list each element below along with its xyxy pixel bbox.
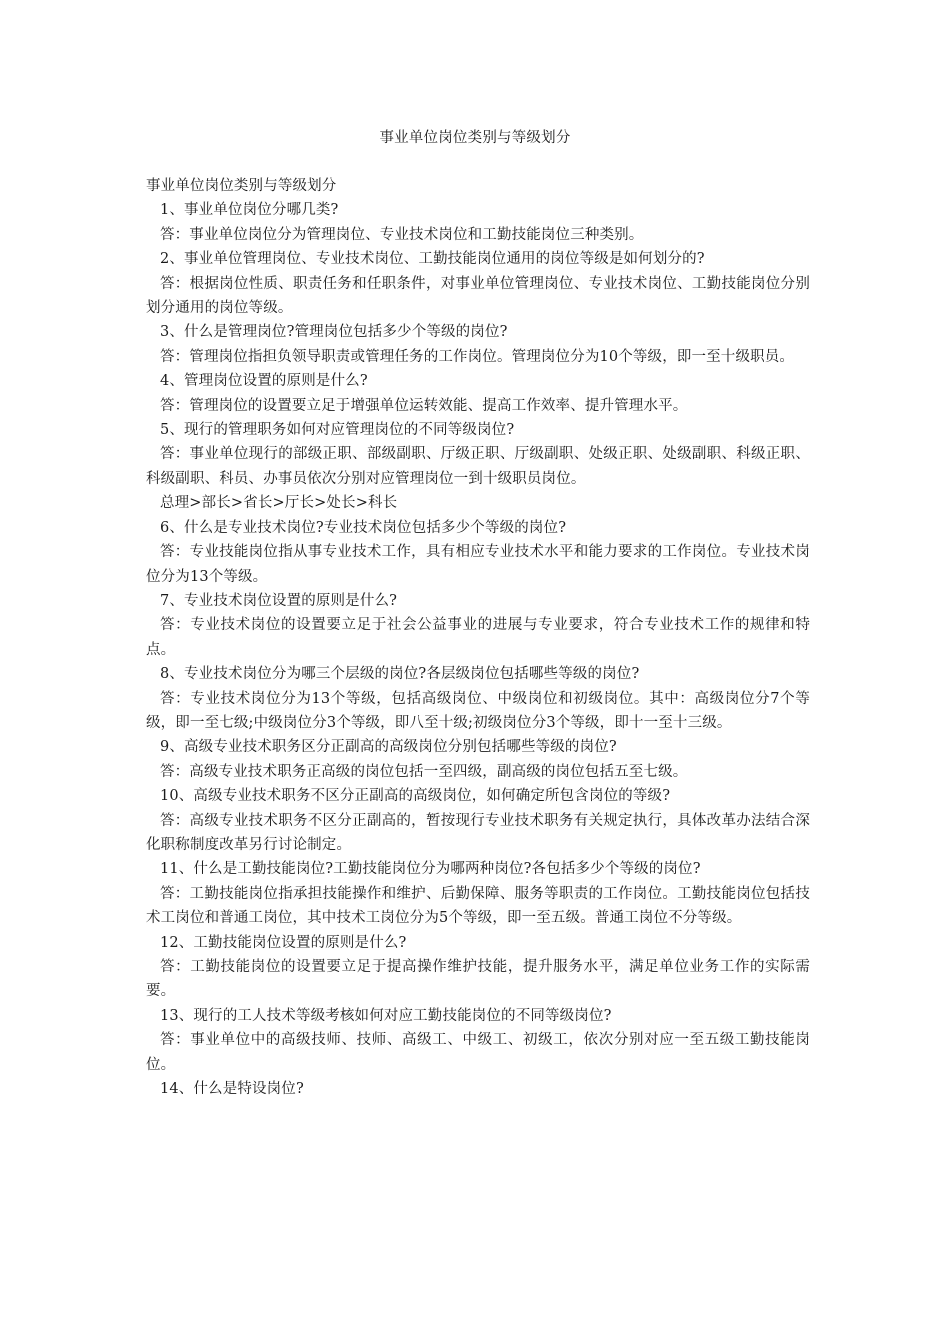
paragraph: 4、管理岗位设置的原则是什么? — [160, 373, 368, 390]
paragraph: 2、事业单位管理岗位、专业技术岗位、工勤技能岗位通用的岗位等级是如何划分的? — [160, 251, 705, 268]
paragraph: 答：事业单位现行的部级正职、部级副职、厅级正职、厅级副职、处级正职、处级副职、科级正职、科级副职、科员、办事员依次分别对应管理岗位一到十级职员岗位。 — [146, 446, 810, 487]
paragraph: 答：根据岗位性质、职责任务和任职条件，对事业单位管理岗位、专业技术岗位、工勤技能岗位分别划分通用的岗位等级。 — [146, 275, 810, 317]
paragraph: 7、专业技术岗位设置的原则是什么? — [160, 592, 398, 609]
paragraph: 13、现行的工人技术等级考核如何对应工勤技能岗位的不同等级岗位? — [160, 1007, 612, 1024]
paragraph: 3、什么是管理岗位?管理岗位包括多少个等级的岗位? — [160, 324, 508, 341]
paragraph: 答：工勤技能岗位指承担技能操作和维护、后勤保障、服务等职责的工作岗位。工勤技能岗位包括技术工岗位和普通工岗位，其中技术工岗位分为5个等级，即一至五级。普通工岗位不分等级。 — [146, 885, 810, 927]
document-title: 事业单位岗位类别与等级划分 — [379, 130, 571, 146]
paragraph: 答：专业技术岗位分为13个等级，包括高级岗位、中级岗位和初级岗位。其中：高级岗位分7个等级，即一至七级;中级岗位分3个等级，即八至十级;初级岗位分3个等级，即十一至十三级。 — [146, 690, 810, 731]
paragraph: 答：管理岗位的设置要立足于增强单位运转效能、提高工作效率、提升管理水平。 — [160, 397, 688, 414]
paragraph: 10、高级专业技术职务不区分正副高的高级岗位，如何确定所包含岗位的等级? — [160, 788, 671, 805]
paragraph: 8、专业技术岗位分为哪三个层级的岗位?各层级岗位包括哪些等级的岗位? — [160, 666, 640, 683]
paragraph: 答：事业单位中的高级技师、技师、高级工、中级工、初级工，依次分别对应一至五级工勤技能岗位。 — [146, 1032, 810, 1073]
paragraph: 11、什么是工勤技能岗位?工勤技能岗位分为哪两种岗位?各包括多少个等级的岗位? — [160, 861, 701, 878]
paragraph: 5、现行的管理职务如何对应管理岗位的不同等级岗位? — [160, 422, 515, 439]
paragraph: 1、事业单位岗位分哪几类? — [160, 202, 339, 219]
paragraph: 9、高级专业技术职务区分正副高的高级岗位分别包括哪些等级的岗位? — [160, 739, 617, 756]
paragraph: 答：管理岗位指担负领导职责或管理任务的工作岗位。管理岗位分为10个等级，即一至十级职员。 — [160, 348, 795, 365]
paragraph: 答：专业技术岗位的设置要立足于社会公益事业的进展与专业要求，符合专业技术工作的规律和特点。 — [146, 617, 810, 658]
paragraph: 答：专业技能岗位指从事专业技术工作，具有相应专业技术水平和能力要求的工作岗位。专业技术岗位分为13个等级。 — [146, 544, 810, 585]
paragraph: 12、工勤技能岗位设置的原则是什么? — [160, 934, 407, 951]
body-heading: 事业单位岗位类别与等级划分 — [146, 178, 337, 194]
document-body — [146, 174, 810, 1101]
paragraph: 14、什么是特设岗位? — [160, 1081, 304, 1098]
paragraph: 答：高级专业技术职务正高级的岗位包括一至四级，副高级的岗位包括五至七级。 — [160, 763, 688, 780]
paragraph: 答：工勤技能岗位的设置要立足于提高操作维护技能，提升服务水平，满足单位业务工作的实际需要。 — [146, 959, 810, 1000]
paragraph: 答：事业单位岗位分为管理岗位、专业技术岗位和工勤技能岗位三种类别。 — [160, 226, 644, 243]
paragraph: 答：高级专业技术职务不区分正副高的，暂按现行专业技术职务有关规定执行，具体改革办法结合深化职称制度改革另行讨论制定。 — [146, 812, 810, 853]
paragraph: 6、什么是专业技术岗位?专业技术岗位包括多少个等级的岗位? — [160, 519, 567, 536]
paragraph: 总理>部长>省长>厅长>处长>科长 — [160, 495, 398, 512]
